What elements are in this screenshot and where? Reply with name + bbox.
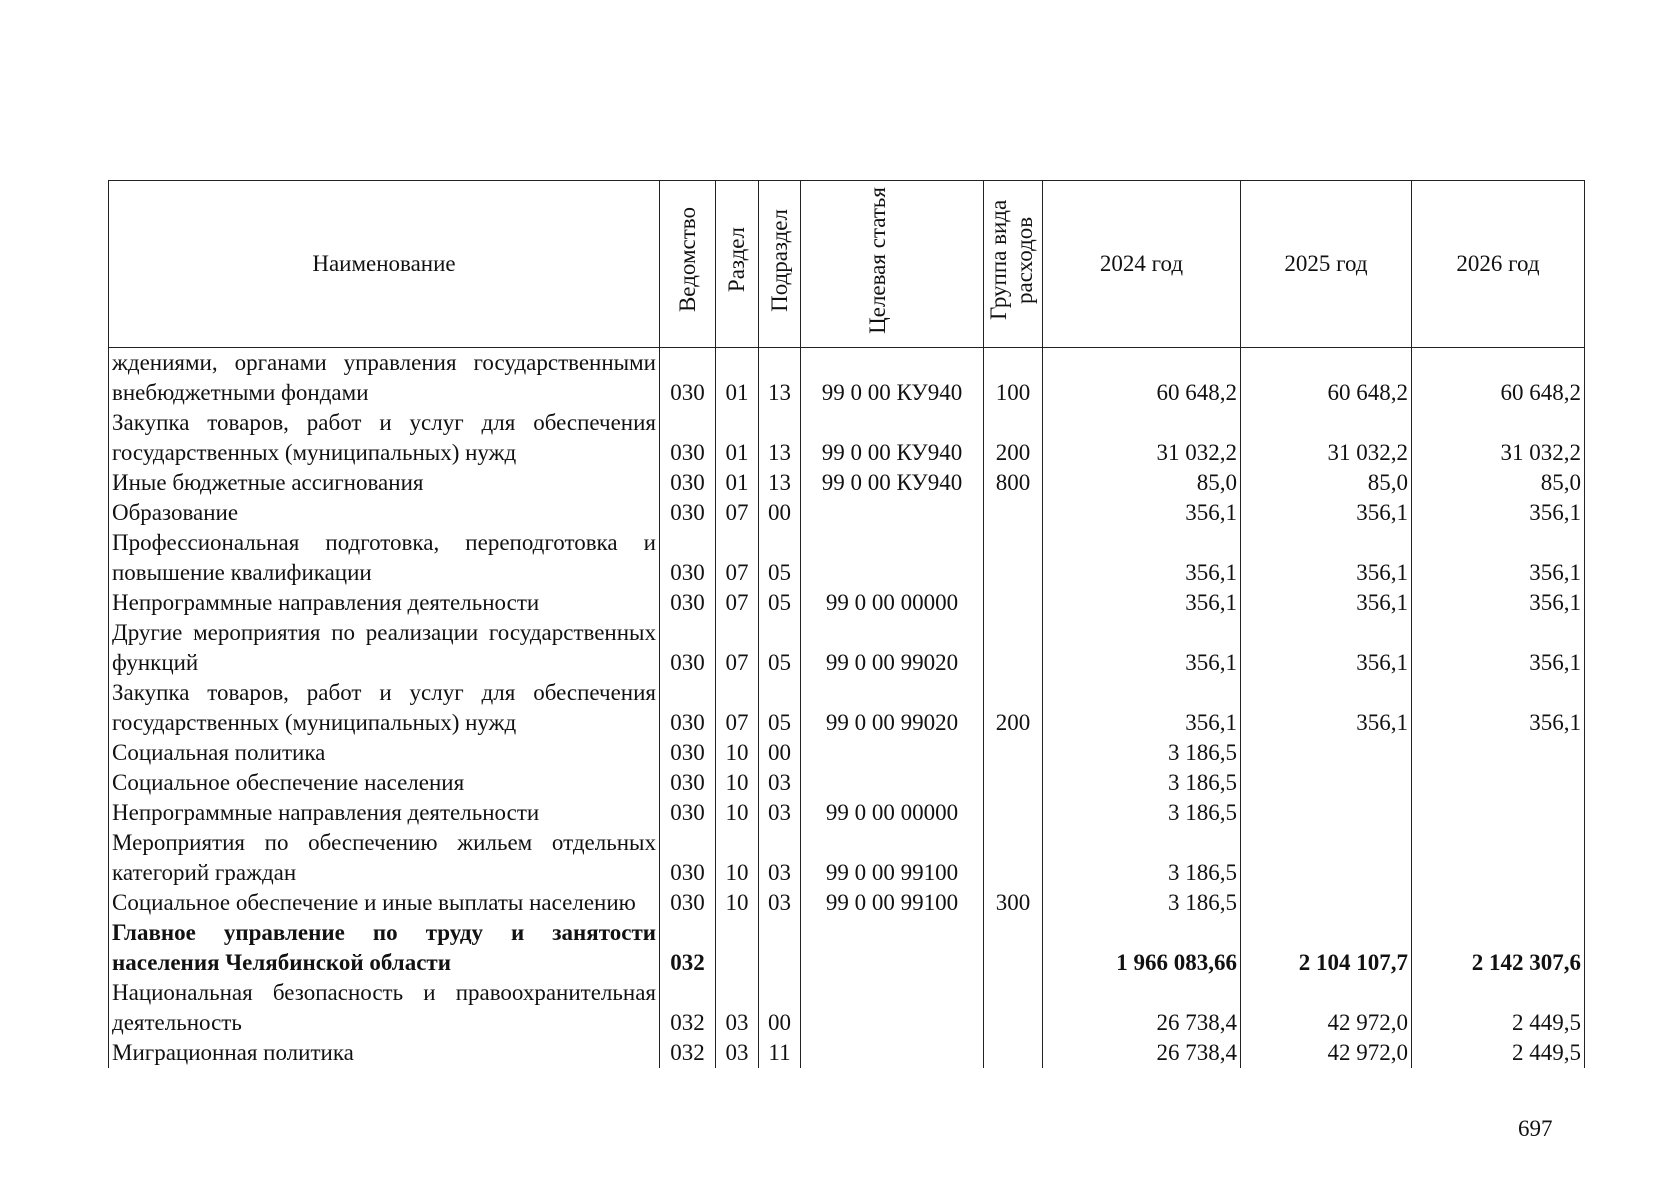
cell-expense-group: 100 [984,348,1043,409]
table-row [109,798,1585,828]
header-year-2026-label: 2026 год [1456,251,1540,276]
cell-department: 030 [660,798,716,828]
cell-year-2025 [1241,798,1412,828]
cell-expense-group [984,798,1043,828]
cell-year-2025 [1241,828,1412,888]
cell-target-article: 99 0 00 00000 [801,588,984,618]
cell-target-article: 99 0 00 КУ940 [801,468,984,498]
cell-target-article: 99 0 00 99020 [801,618,984,678]
cell-target-article [801,528,984,588]
header-section [716,181,759,348]
cell-subsection: 13 [759,408,801,468]
cell-department: 032 [660,978,716,1038]
cell-subsection: 05 [759,618,801,678]
cell-section: 10 [716,798,759,828]
cell-name: Непрограммные направления деятельности [109,588,660,618]
cell-section: 10 [716,828,759,888]
cell-name: Главное управление по труду и занятости населения Челябинской области [109,918,660,978]
cell-expense-group [984,528,1043,588]
cell-year-2025: 356,1 [1241,618,1412,678]
cell-department: 030 [660,498,716,528]
cell-section: 07 [716,528,759,588]
table-row [109,978,1585,1038]
cell-expense-group [984,1038,1043,1068]
table-row [109,618,1585,678]
cell-year-2025: 85,0 [1241,468,1412,498]
cell-department: 030 [660,768,716,798]
cell-year-2024: 356,1 [1043,588,1241,618]
cell-target-article [801,918,984,978]
header-name [109,181,660,348]
table-row [109,678,1585,738]
cell-expense-group [984,738,1043,768]
cell-year-2026: 356,1 [1412,528,1585,588]
cell-year-2024: 356,1 [1043,678,1241,738]
cell-name: Социальное обеспечение населения [109,768,660,798]
cell-year-2025: 42 972,0 [1241,1038,1412,1068]
cell-target-article [801,738,984,768]
cell-year-2024: 3 186,5 [1043,888,1241,918]
cell-name: ждениями, органами управления государственными внебюджетными фондами [109,348,660,409]
cell-section: 07 [716,588,759,618]
cell-year-2025: 356,1 [1241,678,1412,738]
cell-name: Национальная безопасность и правоохранительная деятельность [109,978,660,1038]
cell-department: 030 [660,528,716,588]
page-number: 697 [1518,1116,1553,1141]
cell-subsection: 03 [759,888,801,918]
cell-subsection: 03 [759,768,801,798]
cell-section: 10 [716,888,759,918]
table-row [109,738,1585,768]
cell-subsection: 13 [759,348,801,409]
cell-expense-group [984,918,1043,978]
cell-target-article: 99 0 00 99020 [801,678,984,738]
table-header-row [109,181,1585,348]
cell-year-2026: 2 449,5 [1412,1038,1585,1068]
cell-year-2024: 3 186,5 [1043,798,1241,828]
cell-subsection: 13 [759,468,801,498]
cell-year-2026: 356,1 [1412,588,1585,618]
cell-subsection: 11 [759,1038,801,1068]
cell-year-2024: 26 738,4 [1043,978,1241,1038]
cell-section: 03 [716,1038,759,1068]
cell-year-2025: 60 648,2 [1241,348,1412,409]
cell-year-2026: 356,1 [1412,618,1585,678]
header-expense-group [984,181,1043,348]
table-body [109,348,1585,1069]
cell-section: 01 [716,408,759,468]
header-subsection [759,181,801,348]
table-row [109,408,1585,468]
cell-expense-group [984,978,1043,1038]
cell-name: Социальная политика [109,738,660,768]
cell-department: 030 [660,888,716,918]
cell-year-2026: 356,1 [1412,678,1585,738]
cell-year-2025: 31 032,2 [1241,408,1412,468]
cell-target-article: 99 0 00 КУ940 [801,348,984,409]
cell-year-2024: 26 738,4 [1043,1038,1241,1068]
header-year-2026 [1412,181,1585,348]
table-row [109,348,1585,409]
header-year-2025-label: 2025 год [1284,251,1368,276]
cell-expense-group: 800 [984,468,1043,498]
cell-subsection: 00 [759,978,801,1038]
header-year-2024 [1043,181,1241,348]
cell-target-article [801,768,984,798]
cell-subsection: 03 [759,828,801,888]
header-year-2025 [1241,181,1412,348]
cell-section: 03 [716,978,759,1038]
cell-subsection: 05 [759,678,801,738]
cell-year-2025: 356,1 [1241,498,1412,528]
cell-target-article: 99 0 00 99100 [801,828,984,888]
cell-name: Непрограммные направления деятельности [109,798,660,828]
cell-subsection: 00 [759,738,801,768]
cell-section: 01 [716,348,759,409]
cell-section: 01 [716,468,759,498]
cell-year-2026 [1412,828,1585,888]
cell-subsection: 00 [759,498,801,528]
table-row [109,918,1585,978]
cell-subsection: 05 [759,528,801,588]
header-target-article-label: Целевая статья [865,186,890,334]
cell-year-2026: 60 648,2 [1412,348,1585,409]
header-target-article [801,181,984,348]
budget-table [108,180,1585,1068]
header-section-label: Раздел [724,227,749,293]
cell-name: Закупка товаров, работ и услуг для обеспечения государственных (муниципальных) нужд [109,678,660,738]
cell-name: Образование [109,498,660,528]
cell-year-2026 [1412,738,1585,768]
cell-name: Миграционная политика [109,1038,660,1068]
cell-expense-group [984,618,1043,678]
cell-year-2026 [1412,888,1585,918]
table-row [109,888,1585,918]
cell-target-article: 99 0 00 КУ940 [801,408,984,468]
cell-expense-group: 200 [984,678,1043,738]
cell-section: 10 [716,768,759,798]
cell-year-2025: 356,1 [1241,528,1412,588]
cell-department: 030 [660,468,716,498]
cell-expense-group [984,498,1043,528]
cell-year-2024: 3 186,5 [1043,828,1241,888]
cell-subsection: 05 [759,588,801,618]
table-row [109,588,1585,618]
cell-year-2026 [1412,798,1585,828]
cell-subsection [759,918,801,978]
cell-target-article [801,498,984,528]
cell-department: 032 [660,918,716,978]
cell-expense-group [984,588,1043,618]
cell-name: Социальное обеспечение и иные выплаты населению [109,888,660,918]
cell-target-article: 99 0 00 99100 [801,888,984,918]
header-name-label: Наименование [312,251,456,276]
table-row [109,498,1585,528]
table-row [109,828,1585,888]
cell-name: Закупка товаров, работ и услуг для обеспечения государственных (муниципальных) нужд [109,408,660,468]
cell-expense-group [984,828,1043,888]
table-row [109,1038,1585,1068]
cell-expense-group: 300 [984,888,1043,918]
cell-section: 10 [716,738,759,768]
cell-year-2024: 356,1 [1043,498,1241,528]
cell-year-2025: 356,1 [1241,588,1412,618]
cell-target-article: 99 0 00 00000 [801,798,984,828]
cell-section: 07 [716,618,759,678]
cell-department: 030 [660,738,716,768]
cell-section: 07 [716,498,759,528]
cell-year-2026 [1412,768,1585,798]
cell-year-2024: 3 186,5 [1043,768,1241,798]
cell-department: 030 [660,588,716,618]
cell-expense-group: 200 [984,408,1043,468]
cell-year-2025: 2 104 107,7 [1241,918,1412,978]
header-year-2024-label: 2024 год [1099,251,1184,276]
cell-name: Профессиональная подготовка, переподготовка и повышение квалификации [109,528,660,588]
cell-year-2024: 1 966 083,66 [1043,918,1241,978]
cell-department: 030 [660,828,716,888]
cell-name: Другие мероприятия по реализации государственных функций [109,618,660,678]
cell-expense-group [984,768,1043,798]
table-row [109,528,1585,588]
cell-name: Иные бюджетные ассигнования [109,468,660,498]
cell-year-2024: 356,1 [1043,528,1241,588]
cell-target-article [801,978,984,1038]
cell-year-2024: 356,1 [1043,618,1241,678]
cell-year-2026: 356,1 [1412,498,1585,528]
cell-year-2025: 42 972,0 [1241,978,1412,1038]
cell-department: 030 [660,618,716,678]
cell-year-2026: 31 032,2 [1412,408,1585,468]
table-row [109,768,1585,798]
cell-year-2024: 3 186,5 [1043,738,1241,768]
cell-name: Мероприятия по обеспечению жильем отдельных категорий граждан [109,828,660,888]
cell-year-2026: 85,0 [1412,468,1585,498]
header-expense-group-label: Группа вида расходов [986,199,1037,321]
cell-year-2024: 31 032,2 [1043,408,1241,468]
cell-year-2026: 2 142 307,6 [1412,918,1585,978]
cell-department: 030 [660,678,716,738]
cell-year-2025 [1241,768,1412,798]
cell-department: 032 [660,1038,716,1068]
cell-department: 030 [660,348,716,409]
cell-year-2024: 85,0 [1043,468,1241,498]
header-department [660,181,716,348]
cell-year-2025 [1241,888,1412,918]
header-department-label: Ведомство [674,207,700,313]
cell-year-2024: 60 648,2 [1043,348,1241,409]
cell-target-article [801,1038,984,1068]
cell-subsection: 03 [759,798,801,828]
table-row [109,468,1585,498]
header-subsection-label: Подраздел [766,208,792,312]
cell-section: 07 [716,678,759,738]
cell-department: 030 [660,408,716,468]
cell-year-2025 [1241,738,1412,768]
cell-section [716,918,759,978]
cell-year-2026: 2 449,5 [1412,978,1585,1038]
